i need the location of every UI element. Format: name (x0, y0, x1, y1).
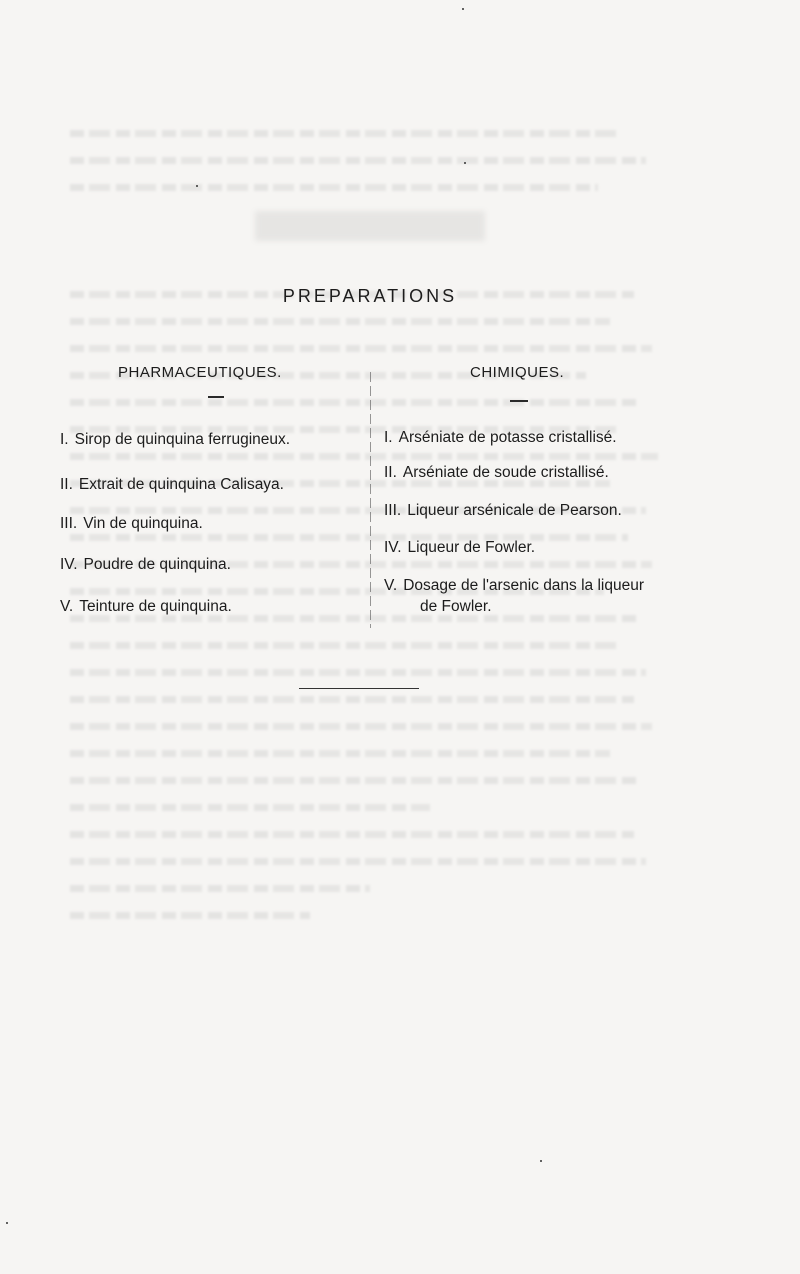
item-text: Arséniate de soude cristallisé. (402, 464, 609, 481)
page-title: PREPARATIONS (282, 286, 458, 307)
left-column-heading: PHARMACEUTIQUES. (118, 364, 282, 381)
item-number: I. (60, 431, 69, 448)
item-number: II. (384, 464, 397, 481)
closing-rule (299, 688, 419, 689)
item-number: IV. (384, 539, 402, 556)
list-item (60, 516, 203, 532)
item-number: V. (384, 577, 398, 594)
item-text: Liqueur arsénicale de Pearson. (407, 502, 622, 519)
list-item (60, 599, 232, 615)
item-text: Dosage de l'arsenic dans la liqueur (403, 577, 645, 594)
list-item-continuation: de Fowler. (420, 598, 492, 615)
scan-speck (464, 162, 466, 164)
scan-speck (462, 8, 464, 10)
item-number: III. (60, 515, 78, 532)
list-item (60, 557, 231, 573)
list-item (60, 432, 290, 448)
scan-speck (196, 185, 198, 187)
list-item (384, 540, 535, 556)
item-text: Liqueur de Fowler. (407, 539, 536, 556)
column-divider (370, 372, 371, 628)
item-text: Poudre de quinquina. (83, 556, 231, 573)
item-text: Arséniate de potasse cristallisé. (398, 429, 617, 446)
scan-speck (540, 1160, 542, 1162)
item-number: IV. (60, 556, 78, 573)
item-text: Extrait de quinquina Calisaya. (78, 476, 284, 493)
scan-speck (6, 1222, 8, 1224)
list-item (384, 465, 609, 481)
list-item (384, 503, 622, 519)
item-text: Vin de quinquina. (83, 515, 203, 532)
right-column-heading: CHIMIQUES. (470, 364, 565, 381)
item-number: III. (384, 502, 402, 519)
item-number: I. (384, 429, 393, 446)
left-heading-rule (208, 396, 224, 398)
list-item (384, 430, 617, 446)
list-item (384, 578, 644, 594)
item-text: Teinture de quinquina. (79, 598, 232, 615)
item-number: V. (60, 598, 74, 615)
right-heading-rule (510, 400, 528, 402)
list-item (60, 477, 284, 493)
item-text: Sirop de quinquina ferrugineux. (74, 431, 291, 448)
item-number: II. (60, 476, 73, 493)
